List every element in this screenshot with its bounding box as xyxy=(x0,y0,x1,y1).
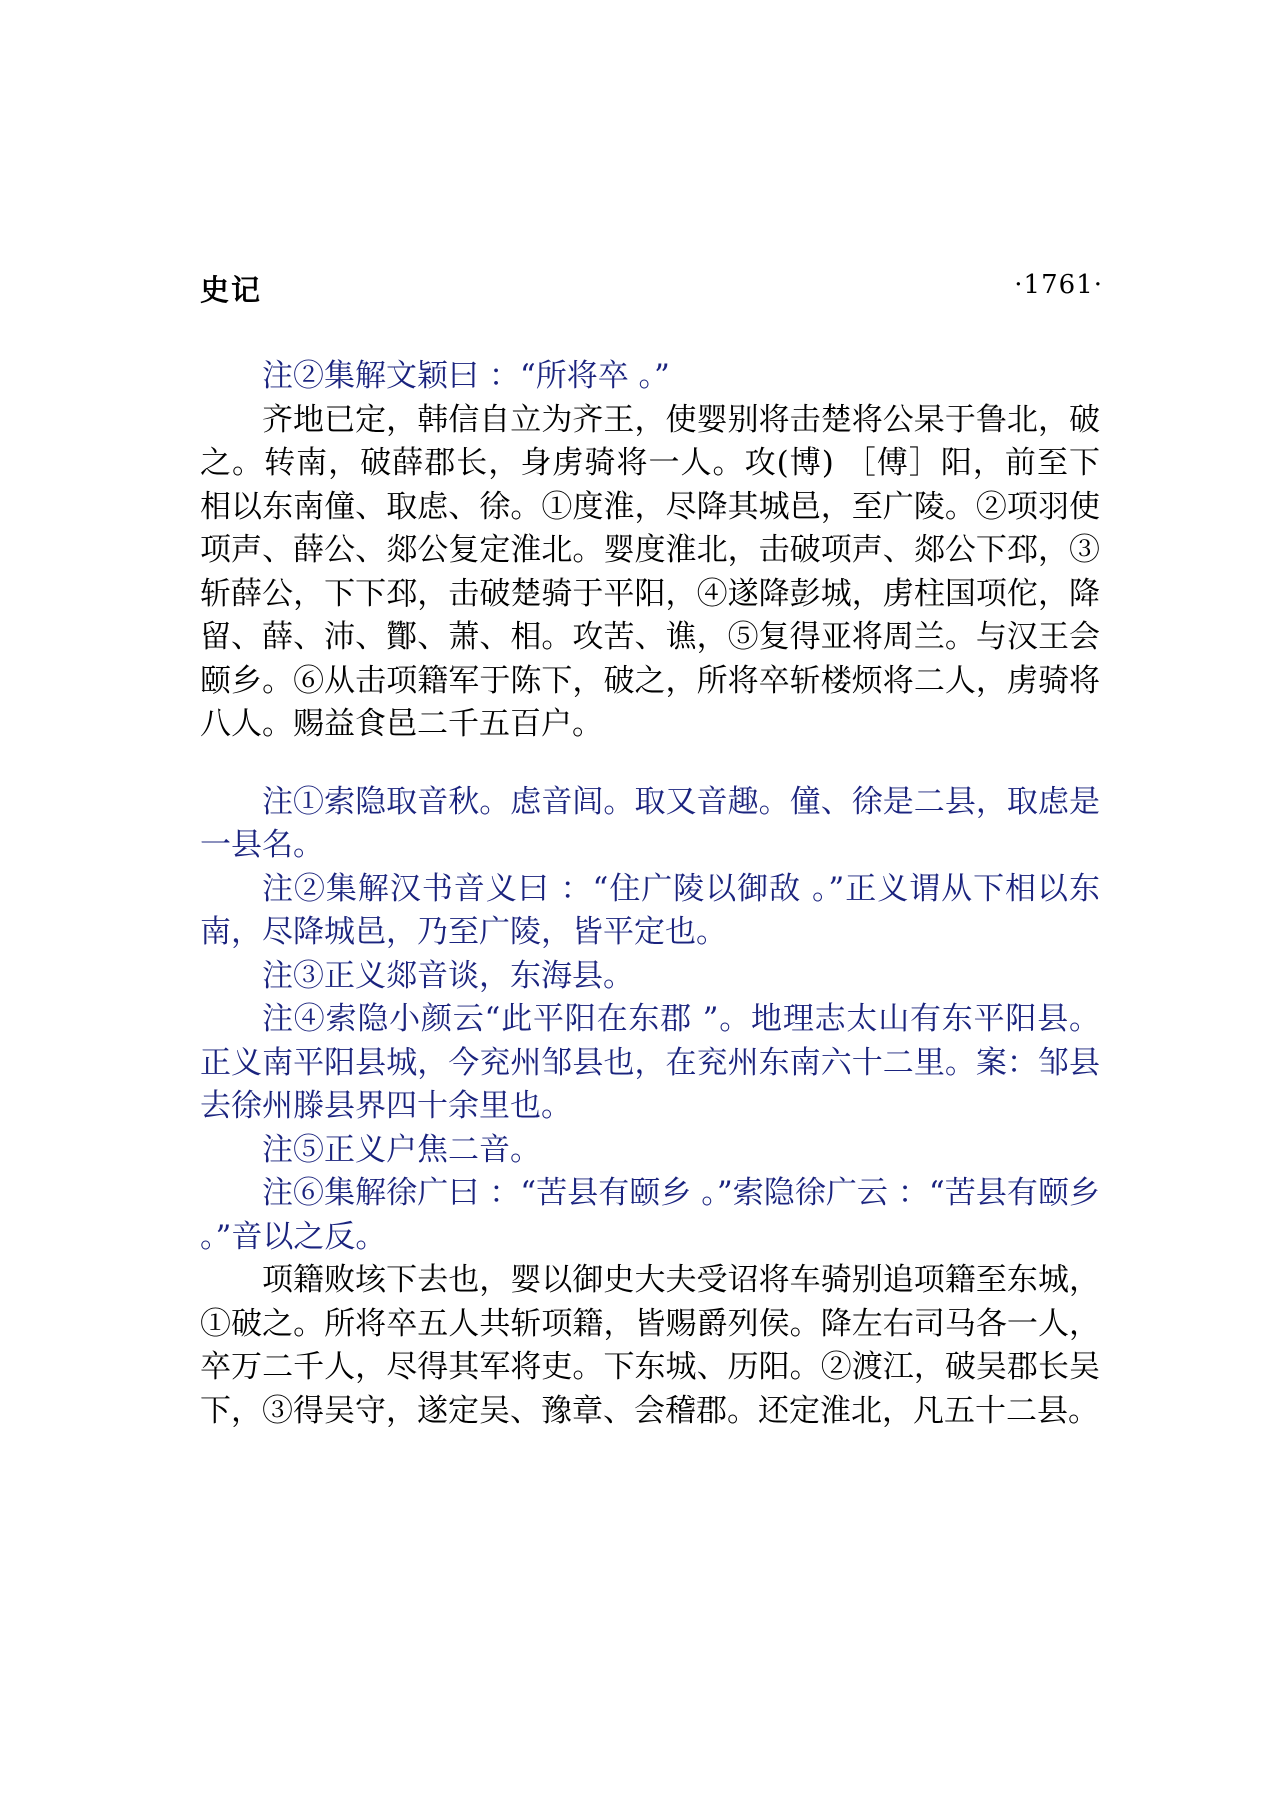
annotation-paragraph: 注②集解文颖曰 ：“所将卒 。” xyxy=(262,358,670,394)
page-content xyxy=(200,355,1100,1433)
annotation-paragraph: 注④索隐小颜云“此平阳在东郡 ”。地理志太山有东平阳县。正义南平阳县城，今兖州邹县也，在兖州东南六十二里。案：邹县去徐州滕县界四十余里也。 xyxy=(200,1001,1100,1124)
annotation-paragraph: 注⑥集解徐广曰 ：“苦县有颐乡 。”索隐徐广云 ：“苦县有颐乡 。”音以之反。 xyxy=(200,1175,1100,1255)
main-text-paragraph: 项籍败垓下去也，婴以御史大夫受诏将车骑别追项籍至东城，①破之。所将卒五人共斩项籍，皆赐爵列侯。降左右司马各一人，卒万二千人，尽得其军将吏。下东城、历阳。②渡江，破吴郡长吴下，③得吴守，遂定吴、豫章、会稽郡。还定淮北，凡五十二县。 xyxy=(200,1262,1100,1429)
page-number: ·1761· xyxy=(1014,270,1103,300)
annotation-paragraph: 注①索隐取音秋。虑音闾。取又音趣。僮、徐是二县，取虑是一县名。 xyxy=(200,783,1100,863)
annotation-paragraph: 注⑤正义户焦二音。 xyxy=(262,1131,541,1168)
annotation-paragraph: 注②集解汉书音义曰 ：“住广陵以御敌 。”正义谓从下相以东南，尽降城邑，乃至广陵，皆平定也。 xyxy=(200,870,1100,950)
main-text-paragraph: 齐地已定，韩信自立为齐王，使婴别将击楚将公杲于鲁北，破之。转南，破薛郡长，身虏骑将一人。攻(博) ［傅］阳，前至下相以东南僮、取虑、徐。①度淮，尽降其城邑，至广陵。②项羽使项声、薛公、郯公复定淮北。婴度淮北，击破项声、郯公下邳，③斩薛公，下下邳，击破楚骑于平阳，④遂降彭城，虏柱国项佗，降留、薛、沛、酇、萧、相。攻苦、谯，⑤复得亚将周兰。与汉王会颐乡。⑥从击项籍军于陈下，破之，所将卒斩楼烦将二人，虏骑将八人。赐益食邑二千五百户。 xyxy=(200,401,1100,742)
annotation-paragraph: 注③正义郯音谈，东海县。 xyxy=(262,957,634,994)
running-head-book-title: 史记 xyxy=(200,273,263,307)
paragraph-spacer xyxy=(200,747,1100,781)
